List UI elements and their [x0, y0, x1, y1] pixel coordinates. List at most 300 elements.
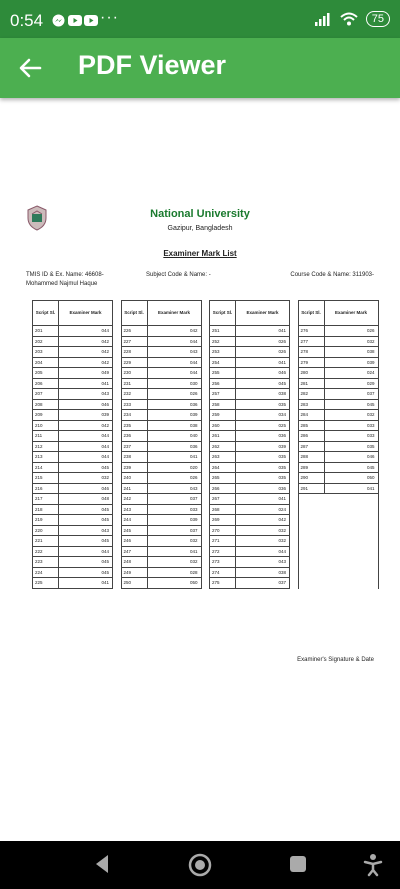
examiner-mark-cell: 032 — [189, 538, 198, 544]
examiner-mark-cell: 034 — [278, 412, 286, 418]
examiner-mark-cell: 046 — [366, 454, 375, 460]
examiner-mark-cell: 025 — [278, 422, 286, 428]
examiner-mark-cell: 046 — [278, 370, 286, 376]
table-row — [122, 463, 201, 474]
examiner-mark-cell: 036 — [189, 443, 198, 449]
examiner-mark-cell: 036 — [189, 401, 198, 407]
script-sl-cell: 287 — [299, 442, 325, 452]
examiner-mark-cell: 039 — [101, 412, 109, 418]
table-row — [33, 557, 112, 568]
script-sl-cell: 218 — [33, 505, 59, 515]
script-sl-cell: 220 — [33, 526, 59, 536]
table-row — [210, 379, 289, 390]
table-header — [33, 301, 112, 326]
examiner-mark-cell: 044 — [189, 338, 198, 344]
table-row — [122, 494, 201, 505]
table-row — [299, 400, 378, 411]
script-sl-cell: 236 — [122, 431, 148, 441]
table-row — [122, 452, 201, 463]
script-sl-cell: 229 — [122, 358, 148, 368]
examiner-mark-cell: 038 — [278, 569, 286, 575]
examiner-mark-cell: 037 — [278, 580, 286, 586]
examiner-mark-cell: 041 — [189, 548, 198, 554]
script-sl-cell: 282 — [299, 389, 325, 399]
script-sl-cell: 270 — [210, 526, 236, 536]
script-sl-cell: 241 — [122, 484, 148, 494]
script-sl-cell: 258 — [210, 400, 236, 410]
youtube-icon — [68, 14, 82, 27]
script-sl-cell: 205 — [33, 368, 59, 378]
examiner-mark-cell: 035 — [366, 443, 375, 449]
table-row — [33, 526, 112, 537]
examiner-mark-cell: 045 — [278, 380, 286, 386]
mark-table-block — [121, 300, 202, 589]
script-sl-cell: 203 — [33, 347, 59, 357]
examiner-mark-cell: 044 — [101, 548, 109, 554]
table-row — [33, 536, 112, 547]
examiner-mark-cell: 045 — [366, 401, 375, 407]
table-row — [299, 431, 378, 442]
examiner-mark-cell: 050 — [366, 475, 375, 481]
script-sl-cell: 228 — [122, 347, 148, 357]
table-row — [122, 442, 201, 453]
table-row — [122, 358, 201, 369]
table-row — [122, 347, 201, 358]
examiner-mark-cell: 041 — [278, 328, 286, 334]
examiner-mark-cell: 033 — [366, 422, 375, 428]
table-row — [122, 431, 201, 442]
university-location: Gazipur, Bangladesh — [167, 225, 233, 232]
table-row — [122, 368, 201, 379]
examiner-mark-cell: 045 — [366, 464, 375, 470]
table-row — [210, 547, 289, 558]
examiner-mark-cell: 044 — [101, 433, 109, 439]
examiner-mark-cell: 035 — [278, 464, 286, 470]
examiner-mark-cell: 039 — [189, 517, 198, 523]
script-sl-cell: 231 — [122, 379, 148, 389]
script-sl-cell: 260 — [210, 421, 236, 431]
script-sl-cell: 238 — [122, 452, 148, 462]
examiner-mark-cell: 041 — [101, 580, 109, 586]
examiner-mark-cell: 026 — [189, 475, 198, 481]
table-row — [122, 484, 201, 495]
table-row — [210, 505, 289, 516]
script-sl-cell: 265 — [210, 473, 236, 483]
script-sl-cell: 257 — [210, 389, 236, 399]
examiner-mark-cell: 036 — [278, 433, 286, 439]
examiner-mark-cell: 042 — [278, 517, 286, 523]
table-row — [33, 421, 112, 432]
examiner-mark-cell: 042 — [101, 338, 109, 344]
examiner-mark-cell: 044 — [101, 328, 109, 334]
table-row — [299, 389, 378, 400]
wifi-icon — [340, 12, 358, 26]
messenger-icon — [52, 14, 65, 27]
examiner-mark-header: Examiner Mark — [246, 310, 279, 315]
examiner-mark-cell: 038 — [189, 422, 198, 428]
examiner-mark-cell: 039 — [189, 412, 198, 418]
examiner-mark-cell: 045 — [101, 559, 109, 565]
examiner-mark-cell: 040 — [189, 433, 198, 439]
script-sl-header: Script Sl. — [210, 301, 236, 325]
script-sl-cell: 208 — [33, 400, 59, 410]
script-sl-cell: 211 — [33, 431, 59, 441]
table-row — [122, 505, 201, 516]
examiner-mark-cell: 036 — [278, 485, 286, 491]
examiner-mark-cell: 046 — [101, 485, 109, 491]
table-row — [210, 452, 289, 463]
examiner-mark-cell: 039 — [278, 443, 286, 449]
script-sl-cell: 259 — [210, 410, 236, 420]
examiner-mark-cell: 042 — [101, 359, 109, 365]
examiner-mark-cell: 039 — [366, 359, 375, 365]
examiner-mark-cell: 035 — [278, 401, 286, 407]
script-sl-cell: 250 — [122, 578, 148, 588]
table-row — [33, 379, 112, 390]
script-sl-cell: 253 — [210, 347, 236, 357]
examiner-mark-cell: 026 — [189, 391, 198, 397]
examiner-mark-cell: 026 — [366, 328, 375, 334]
script-sl-cell: 233 — [122, 400, 148, 410]
signature-label: Examiner's Signature & Date — [297, 657, 374, 663]
navigation-bar — [0, 841, 400, 889]
examiner-mark-cell: 045 — [101, 538, 109, 544]
youtube-icon — [84, 14, 98, 27]
script-sl-header: Script Sl. — [122, 301, 148, 325]
examiner-mark-cell: 041 — [366, 485, 375, 491]
examiner-mark-cell: 050 — [189, 580, 198, 586]
table-row — [210, 421, 289, 432]
table-row — [299, 452, 378, 463]
table-row — [210, 557, 289, 568]
examiner-mark-cell: 026 — [278, 338, 286, 344]
examiner-mark-cell: 041 — [278, 496, 286, 502]
table-row — [210, 337, 289, 348]
table-row — [122, 557, 201, 568]
script-sl-cell: 279 — [299, 358, 325, 368]
script-sl-cell: 284 — [299, 410, 325, 420]
script-sl-cell: 286 — [299, 431, 325, 441]
table-row — [122, 547, 201, 558]
pdf-page — [18, 198, 382, 678]
script-sl-cell: 252 — [210, 337, 236, 347]
script-sl-cell: 274 — [210, 568, 236, 578]
script-sl-cell: 243 — [122, 505, 148, 515]
table-row — [122, 326, 201, 337]
table-row — [122, 337, 201, 348]
examiner-mark-cell: 049 — [101, 370, 109, 376]
examiner-mark-cell: 044 — [101, 454, 109, 460]
table-header — [299, 301, 378, 326]
status-bar — [0, 0, 400, 38]
table-row — [210, 578, 289, 589]
script-sl-cell: 237 — [122, 442, 148, 452]
script-sl-cell: 283 — [299, 400, 325, 410]
table-row — [210, 526, 289, 537]
table-row — [210, 473, 289, 484]
table-row — [33, 337, 112, 348]
examiner-mark-cell: 032 — [278, 538, 286, 544]
table-row — [33, 578, 112, 589]
script-sl-cell: 277 — [299, 337, 325, 347]
table-row — [33, 484, 112, 495]
examiner-mark-cell: 042 — [101, 422, 109, 428]
script-sl-cell: 251 — [210, 326, 236, 336]
examiner-mark-cell: 041 — [101, 380, 109, 386]
examiner-mark-cell: 045 — [101, 569, 109, 575]
table-row — [122, 526, 201, 537]
more-notifications: ··· — [100, 9, 119, 26]
subject-info: Subject Code & Name: - — [146, 272, 211, 278]
script-sl-cell: 240 — [122, 473, 148, 483]
table-row — [299, 473, 378, 484]
script-sl-cell: 227 — [122, 337, 148, 347]
script-sl-cell: 207 — [33, 389, 59, 399]
examiner-mark-cell: 043 — [101, 391, 109, 397]
examiner-mark-cell: 020 — [189, 464, 198, 470]
script-sl-cell: 246 — [122, 536, 148, 546]
script-sl-cell: 268 — [210, 505, 236, 515]
table-row — [299, 337, 378, 348]
script-sl-cell: 261 — [210, 431, 236, 441]
examiner-mark-cell: 043 — [278, 559, 286, 565]
mark-table-grid — [32, 300, 386, 589]
script-sl-cell: 248 — [122, 557, 148, 567]
table-row — [122, 379, 201, 390]
script-sl-cell: 202 — [33, 337, 59, 347]
table-row — [33, 568, 112, 579]
script-sl-cell: 272 — [210, 547, 236, 557]
examiner-mark-cell: 045 — [101, 517, 109, 523]
table-row — [33, 494, 112, 505]
examiner-mark-cell: 032 — [366, 338, 375, 344]
script-sl-cell: 269 — [210, 515, 236, 525]
script-sl-cell: 285 — [299, 421, 325, 431]
table-row — [122, 389, 201, 400]
table-row — [210, 410, 289, 421]
accessibility-icon[interactable] — [362, 853, 384, 877]
script-sl-cell: 219 — [33, 515, 59, 525]
examiner-mark-cell: 035 — [278, 454, 286, 460]
script-sl-cell: 235 — [122, 421, 148, 431]
table-row — [33, 400, 112, 411]
tmis-info: TMIS ID & Ex. Name: 46608- Mohammed Najmul Haque — [26, 272, 104, 287]
script-sl-cell: 275 — [210, 578, 236, 588]
script-sl-cell: 266 — [210, 484, 236, 494]
examiner-mark-cell: 028 — [189, 569, 198, 575]
examiner-mark-cell: 038 — [278, 391, 286, 397]
table-row — [33, 452, 112, 463]
examiner-mark-header: Examiner Mark — [334, 310, 368, 315]
script-sl-cell: 267 — [210, 494, 236, 504]
script-sl-cell: 221 — [33, 536, 59, 546]
table-row — [33, 326, 112, 337]
examiner-mark-cell: 032 — [101, 475, 109, 481]
table-row — [299, 442, 378, 453]
script-sl-cell: 281 — [299, 379, 325, 389]
table-row — [33, 347, 112, 358]
table-row — [122, 568, 201, 579]
nav-recents-icon[interactable] — [288, 853, 308, 875]
table-row — [299, 326, 378, 337]
examiner-mark-cell: 038 — [366, 349, 375, 355]
script-sl-cell: 247 — [122, 547, 148, 557]
examiner-mark-cell: 043 — [189, 349, 198, 355]
script-sl-cell: 217 — [33, 494, 59, 504]
table-row — [33, 442, 112, 453]
examiner-mark-cell: 035 — [278, 475, 286, 481]
examiner-mark-header: Examiner Mark — [69, 310, 102, 315]
table-row — [210, 568, 289, 579]
script-sl-cell: 204 — [33, 358, 59, 368]
examiner-mark-header: Examiner Mark — [157, 310, 191, 315]
table-row — [33, 389, 112, 400]
examiner-mark-cell: 033 — [189, 506, 198, 512]
table-row — [210, 347, 289, 358]
table-row — [299, 484, 378, 495]
table-row — [33, 368, 112, 379]
examiner-mark-cell: 041 — [278, 359, 286, 365]
script-sl-cell: 262 — [210, 442, 236, 452]
script-sl-header: Script Sl. — [33, 301, 59, 325]
script-sl-cell: 263 — [210, 452, 236, 462]
script-sl-cell: 209 — [33, 410, 59, 420]
table-row — [210, 484, 289, 495]
table-row — [299, 463, 378, 474]
examiner-mark-cell: 041 — [189, 454, 198, 460]
table-row — [299, 358, 378, 369]
script-sl-cell: 210 — [33, 421, 59, 431]
examiner-mark-cell: 048 — [101, 496, 109, 502]
table-row — [33, 410, 112, 421]
table-row — [210, 326, 289, 337]
script-sl-cell: 271 — [210, 536, 236, 546]
nav-back-icon[interactable] — [92, 853, 112, 875]
script-sl-cell: 276 — [299, 326, 325, 336]
examiner-mark-cell: 024 — [278, 506, 286, 512]
mark-table-block — [298, 300, 379, 589]
table-row — [299, 421, 378, 432]
signal-icon — [314, 12, 332, 26]
status-time: 0:54 — [10, 11, 44, 30]
script-sl-cell: 239 — [122, 463, 148, 473]
script-sl-cell: 226 — [122, 326, 148, 336]
script-sl-cell: 201 — [33, 326, 59, 336]
table-row — [299, 379, 378, 390]
examiner-mark-cell: 045 — [101, 506, 109, 512]
examiner-mark-cell: 032 — [366, 412, 375, 418]
table-row — [33, 358, 112, 369]
examiner-mark-cell: 032 — [189, 559, 198, 565]
script-sl-cell: 214 — [33, 463, 59, 473]
examiner-mark-cell: 024 — [366, 370, 375, 376]
script-sl-cell: 222 — [33, 547, 59, 557]
script-sl-cell: 290 — [299, 473, 325, 483]
examiner-mark-cell: 026 — [278, 349, 286, 355]
script-sl-cell: 291 — [299, 484, 325, 494]
script-sl-cell: 249 — [122, 568, 148, 578]
script-sl-cell: 225 — [33, 578, 59, 588]
script-sl-cell: 212 — [33, 442, 59, 452]
examiner-mark-cell: 046 — [101, 401, 109, 407]
sheet-title: Examiner Mark List — [163, 249, 237, 258]
mark-table-block — [209, 300, 290, 589]
script-sl-cell: 256 — [210, 379, 236, 389]
table-row — [210, 400, 289, 411]
script-sl-cell: 288 — [299, 452, 325, 462]
script-sl-cell: 245 — [122, 526, 148, 536]
table-row — [210, 368, 289, 379]
examiner-mark-cell: 044 — [189, 370, 198, 376]
table-row — [299, 347, 378, 358]
script-sl-cell: 232 — [122, 389, 148, 399]
university-name: National University — [150, 208, 250, 220]
table-row — [210, 358, 289, 369]
script-sl-cell: 273 — [210, 557, 236, 567]
script-sl-cell: 234 — [122, 410, 148, 420]
examiner-mark-cell: 043 — [189, 485, 198, 491]
script-sl-cell: 230 — [122, 368, 148, 378]
script-sl-cell: 278 — [299, 347, 325, 357]
table-row — [210, 442, 289, 453]
script-sl-cell: 242 — [122, 494, 148, 504]
script-sl-cell: 215 — [33, 473, 59, 483]
table-row — [299, 410, 378, 421]
table-row — [210, 536, 289, 547]
table-row — [210, 389, 289, 400]
examiner-mark-cell: 032 — [278, 527, 286, 533]
examiner-mark-cell: 044 — [278, 548, 286, 554]
examiner-mark-cell: 033 — [366, 433, 375, 439]
script-sl-cell: 206 — [33, 379, 59, 389]
examiner-mark-cell: 037 — [189, 527, 198, 533]
examiner-mark-cell: 029 — [366, 380, 375, 386]
script-sl-cell: 264 — [210, 463, 236, 473]
script-sl-cell: 244 — [122, 515, 148, 525]
table-row — [122, 400, 201, 411]
table-row — [299, 368, 378, 379]
back-arrow-icon[interactable] — [14, 52, 46, 84]
script-sl-cell: 216 — [33, 484, 59, 494]
table-row — [122, 536, 201, 547]
table-row — [210, 431, 289, 442]
examiner-mark-cell: 042 — [101, 349, 109, 355]
table-header — [122, 301, 201, 326]
table-row — [122, 578, 201, 589]
table-row — [122, 421, 201, 432]
script-sl-cell: 213 — [33, 452, 59, 462]
examiner-mark-cell: 030 — [189, 380, 198, 386]
examiner-mark-cell: 042 — [189, 328, 198, 334]
course-info: Course Code & Name: 311903- — [290, 272, 374, 278]
table-row — [210, 494, 289, 505]
script-sl-cell: 280 — [299, 368, 325, 378]
examiner-mark-cell: 037 — [189, 496, 198, 502]
script-sl-cell: 224 — [33, 568, 59, 578]
examiner-mark-cell: 037 — [366, 391, 375, 397]
table-row — [122, 473, 201, 484]
table-row — [33, 431, 112, 442]
table-row — [33, 473, 112, 484]
nav-home-icon[interactable] — [188, 853, 212, 877]
table-row — [210, 463, 289, 474]
script-sl-cell: 255 — [210, 368, 236, 378]
script-sl-cell: 223 — [33, 557, 59, 567]
app-bar — [0, 38, 400, 98]
table-header — [210, 301, 289, 326]
examiner-mark-cell: 044 — [189, 359, 198, 365]
table-row — [33, 463, 112, 474]
